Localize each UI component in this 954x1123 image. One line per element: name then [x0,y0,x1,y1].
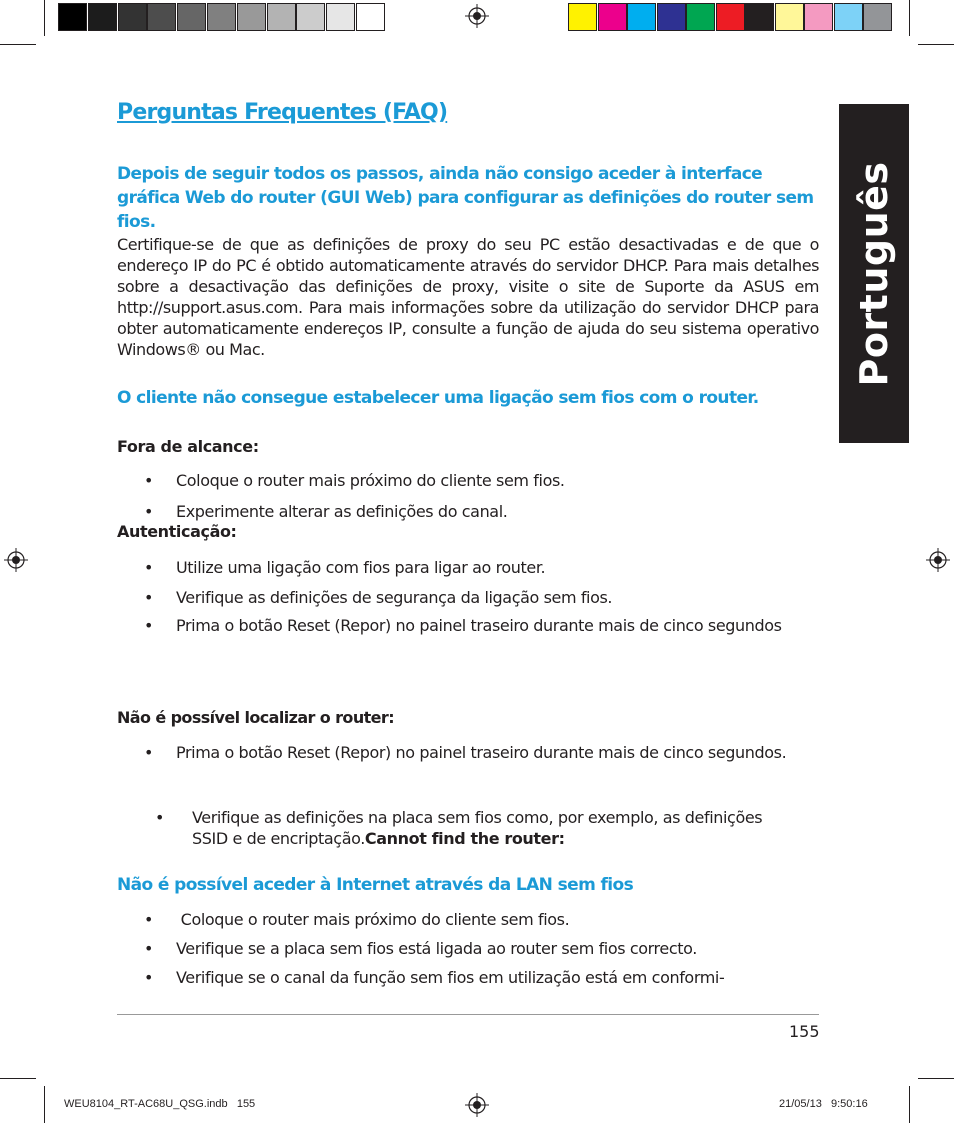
crop-mark [918,1078,954,1079]
question-heading: O cliente não consegue estabelecer uma ligação sem fios com o router. [117,388,759,408]
page-title: Perguntas Frequentes (FAQ) [117,100,448,125]
list-item-text: Verifique as definições de segurança da ligação sem fios. [176,588,613,607]
gray-swatch [177,3,206,31]
color-swatch [598,3,627,31]
registration-mark-icon [4,548,28,572]
color-swatch [745,3,774,31]
crop-mark [0,1078,36,1079]
list-item-text: Verifique se a placa sem fios está ligada ao router sem fios correcto. [176,939,697,958]
registration-mark-icon [926,548,950,572]
list-item-text: Verifique se o canal da função sem fios em utilização está em conformi- [176,968,725,987]
list-item-text-bold: Cannot find the router: [364,829,565,848]
crop-mark [44,1086,45,1123]
question-heading: Depois de seguir todos os passos, ainda não consigo aceder à interface gráfica Web do router (GUI Web) para configurar as definições do router sem fios. [117,164,814,232]
color-swatch [568,3,597,31]
gray-swatch [237,3,266,31]
color-swatch [686,3,715,31]
bullet: • [144,743,154,762]
list-item-text: Utilize uma ligação com fios para ligar ao router. [176,558,546,577]
page-number: 155 [789,1022,820,1041]
crop-mark [44,0,45,36]
list-item-text: Prima o botão Reset (Repor) no painel traseiro durante mais de cinco segundos. [176,743,787,762]
language-tab-label: Português [852,160,896,387]
gray-swatch [267,3,296,31]
gray-swatch [356,3,385,31]
color-swatch [775,3,804,31]
registration-mark-icon [465,4,489,28]
crop-mark [0,44,36,45]
gray-swatch [147,3,176,31]
bullet: • [144,502,154,521]
language-tab [839,104,909,443]
bullet: • [144,471,154,490]
gray-swatch [118,3,147,31]
crop-mark [918,44,954,45]
answer-paragraph: Certifique-se de que as definições de proxy do seu PC estão desactivadas e de que o endereço IP do PC é obtido automaticamente através do servidor DHCP. Para mais detalhes sobre a desactivação das definições de proxy, visite o site de Suporte da ASUS em http://support.asus.com. Para mais informações sobre da utilização do servidor DHCP para obter automaticamente endereços IP, consulte a função de ajuda do seu sistema operativo Windows® ou Mac. [117,235,819,359]
list-item-text-regular: Verifique as definições na placa sem fios como, por exemplo, as definições SSID e de encriptação. [192,808,763,848]
bullet: • [144,939,154,958]
crop-mark [909,0,910,36]
bullet: • [144,588,154,607]
gray-swatch [326,3,355,31]
question-heading: Não é possível aceder à Internet através da LAN sem fios [117,875,634,895]
gray-swatch [207,3,236,31]
registration-mark-icon [465,1093,489,1117]
bullet: • [144,558,154,577]
list-item-text: Prima o botão Reset (Repor) no painel traseiro durante mais de cinco segundos [176,616,782,635]
color-swatch [804,3,833,31]
gray-swatch [88,3,117,31]
print-slug-date: 21/05/13 9:50:16 [779,1098,868,1110]
footer-rule [117,1014,819,1015]
color-swatch [627,3,656,31]
subheading: Não é possível localizar o router: [117,708,395,727]
subheading: Autenticação: [117,522,237,541]
subheading: Fora de alcance: [117,437,259,456]
color-swatch [716,3,745,31]
list-item-text [192,807,772,849]
color-swatch [657,3,686,31]
color-swatch [863,3,892,31]
list-item-text: Experimente alterar as definições do canal. [176,502,508,521]
bullet: • [144,616,154,635]
list-item-text: Coloque o router mais próximo do cliente sem fios. [176,471,565,490]
list-item-text: Coloque o router mais próximo do cliente sem fios. [176,910,570,929]
bullet: • [155,808,165,827]
crop-mark [909,1086,910,1123]
print-slug-file: WEU8104_RT-AC68U_QSG.indb 155 [64,1098,256,1110]
gray-swatch [58,3,87,31]
bullet: • [144,910,154,929]
bullet: • [144,968,154,987]
gray-swatch [296,3,325,31]
color-swatch [834,3,863,31]
